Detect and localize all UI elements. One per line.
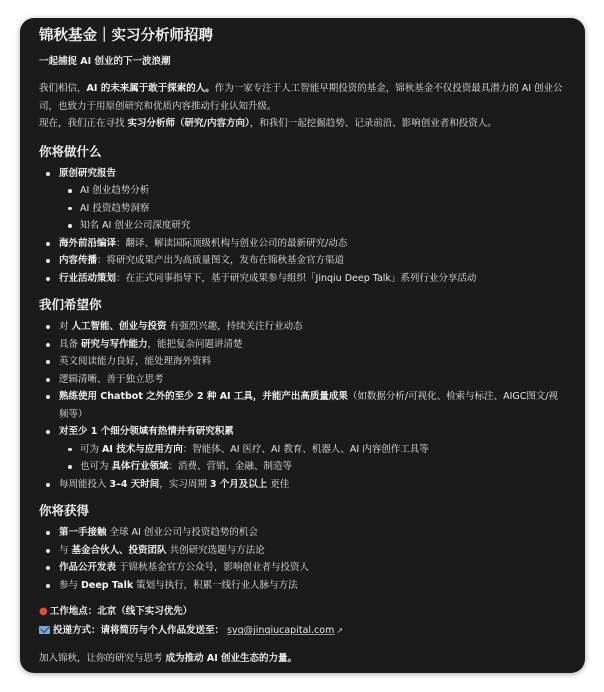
list-item: 英文阅读能力良好，能处理海外资料 [59,353,567,371]
task-list [39,165,567,288]
item-text: ，实习周期 [159,478,210,490]
external-link-icon: ↗ [336,626,344,635]
sub-list-item [80,441,567,459]
sub-list-item: 知名 AI 创业公司深度研究 [80,217,567,235]
closing-text: 加入锦秋，让你的研究与思考 [39,653,166,664]
requirement-list [39,318,567,493]
item-emphasis: 研究与写作能力 [81,338,148,350]
item-emphasis: 基金合伙人、投资团队 [71,544,167,556]
item-text: ：消费、营销、金融、制造等 [168,461,293,472]
sub-list-item: AI 创业趋势分析 [80,182,567,200]
intro-paragraph-1 [39,80,567,115]
role-name: 实习分析师（研究/内容方向） [127,118,250,129]
list-item [59,235,567,253]
location-line [39,602,567,621]
list-item [59,542,567,560]
item-title: 原创研究报告 [59,167,117,179]
intro-text: 我们相信， [39,83,87,94]
page-subtitle: 一起捕捉 AI 创业的下一波浪潮 [39,56,171,67]
item-text: ：在正式同事指导下，基于研究成果参与组织「Jinqiu Deep Talk」系列行业分享活动 [116,272,477,284]
email-link[interactable]: syq@jinqiucapital.com [227,625,335,636]
item-emphasis: 作品公开发表 [59,562,117,573]
item-text: 有强烈兴趣，持续关注行业动态 [166,321,303,332]
item-emphasis: AI 技术与应用方向 [102,443,183,455]
item-emphasis: 对至少 1 个细分领域有热情并有研究积累 [59,426,234,437]
intro-text: 作为一家专注于人工智能早期投资的基金，锦秋基金不仅投资最具潜力的 AI 创业公司，也致力于用原创研究和优质内容推动行业认知升级。 [39,83,563,112]
item-text: ：将研究成果产出为高质量图文，发布在锦秋基金官方渠道 [97,255,345,266]
page-title: 锦秋基金｜实习分析师招聘 [39,28,213,44]
closing-paragraph [39,650,567,668]
list-item: 逻辑清晰、善于独立思考 [59,371,567,389]
location-text: 工作地点：北京（线下实习优先） [49,606,193,617]
item-text: ：翻译、解读国际顶级机构与创业公司的最新研究/动态 [116,237,348,249]
section-heading-tasks: 你将做什么 [39,143,102,159]
section-heading-benefits: 你将获得 [39,503,90,518]
job-post-card [20,18,585,673]
item-text: 策划与执行，积累一线行业人脉与方法 [133,579,298,591]
list-item [59,476,567,494]
item-text: 可为 [80,443,103,455]
item-emphasis: 人工智能、创业与投资 [71,321,167,332]
item-emphasis: 熟练使用 Chatbot 之外的至少 2 种 AI 工具，并能产出高质量成果 [59,391,348,402]
item-text: 全球 AI 创业公司与投资趋势的机会 [106,527,258,538]
item-text: 参与 [59,579,82,591]
job-post-content [20,18,585,668]
item-title: 行业活动策划 [59,272,117,284]
intro-text: 现在，我们正在寻找 [39,118,128,129]
item-emphasis: 3 个月及以上 [209,478,268,490]
delivery-line [39,621,567,640]
item-text: ：智能体、AI 医疗、AI 教育、机器人、AI 内容创作工具等 [182,443,429,455]
item-text: 对 [59,321,72,332]
item-emphasis: 第一手接触 [59,527,107,538]
delivery-label: 投递方式：请将简历与个人作品发送至： [53,625,225,636]
intro-paragraph-2 [39,115,567,133]
list-item [59,336,567,354]
item-text: 也可为 [80,461,112,472]
item-text: 每周能投入 [59,478,110,490]
item-text: 共创研究选题与方法论 [166,544,265,556]
sub-list-item: AI 投资趋势洞察 [80,200,567,218]
item-emphasis: 具体行业领域 [111,461,169,472]
list-item [59,318,567,336]
sub-list-item [80,458,567,476]
item-title: 内容传播 [59,255,98,266]
item-emphasis: 3–4 天时间 [109,478,160,490]
list-item [59,524,567,542]
closing-emphasis: 成为推动 AI 创业生态的力量。 [165,653,298,664]
item-text: 于锦秋基金官方公众号，影响创业者与投资人 [116,562,310,573]
item-emphasis: Deep Talk [81,579,134,591]
list-item [59,165,567,235]
list-item [59,577,567,595]
sub-list [59,441,567,476]
sub-list [59,182,567,235]
item-title: 海外前沿编译 [59,237,117,249]
list-item [59,252,567,270]
item-text: 更佳 [267,478,290,490]
pin-icon: ● [39,606,48,617]
list-item [59,559,567,577]
list-item [59,423,567,476]
item-text: （如数据分析/可视化、检索与标注、AIGC图文/视频等） [59,391,559,420]
item-text: 具备 [59,338,82,350]
envelope-icon [39,626,50,634]
intro-emphasis: AI 的未来属于敢于探索的人。 [86,83,215,94]
benefit-list [39,524,567,594]
list-item [59,388,567,423]
section-heading-requirements: 我们希望你 [39,297,102,312]
item-text: 与 [59,544,72,556]
intro-text: ，和我们一起挖掘趋势、记录前沿、影响创业者和投资人。 [249,118,497,129]
item-text: ，能把复杂问题讲清楚 [147,338,243,350]
list-item [59,270,567,288]
